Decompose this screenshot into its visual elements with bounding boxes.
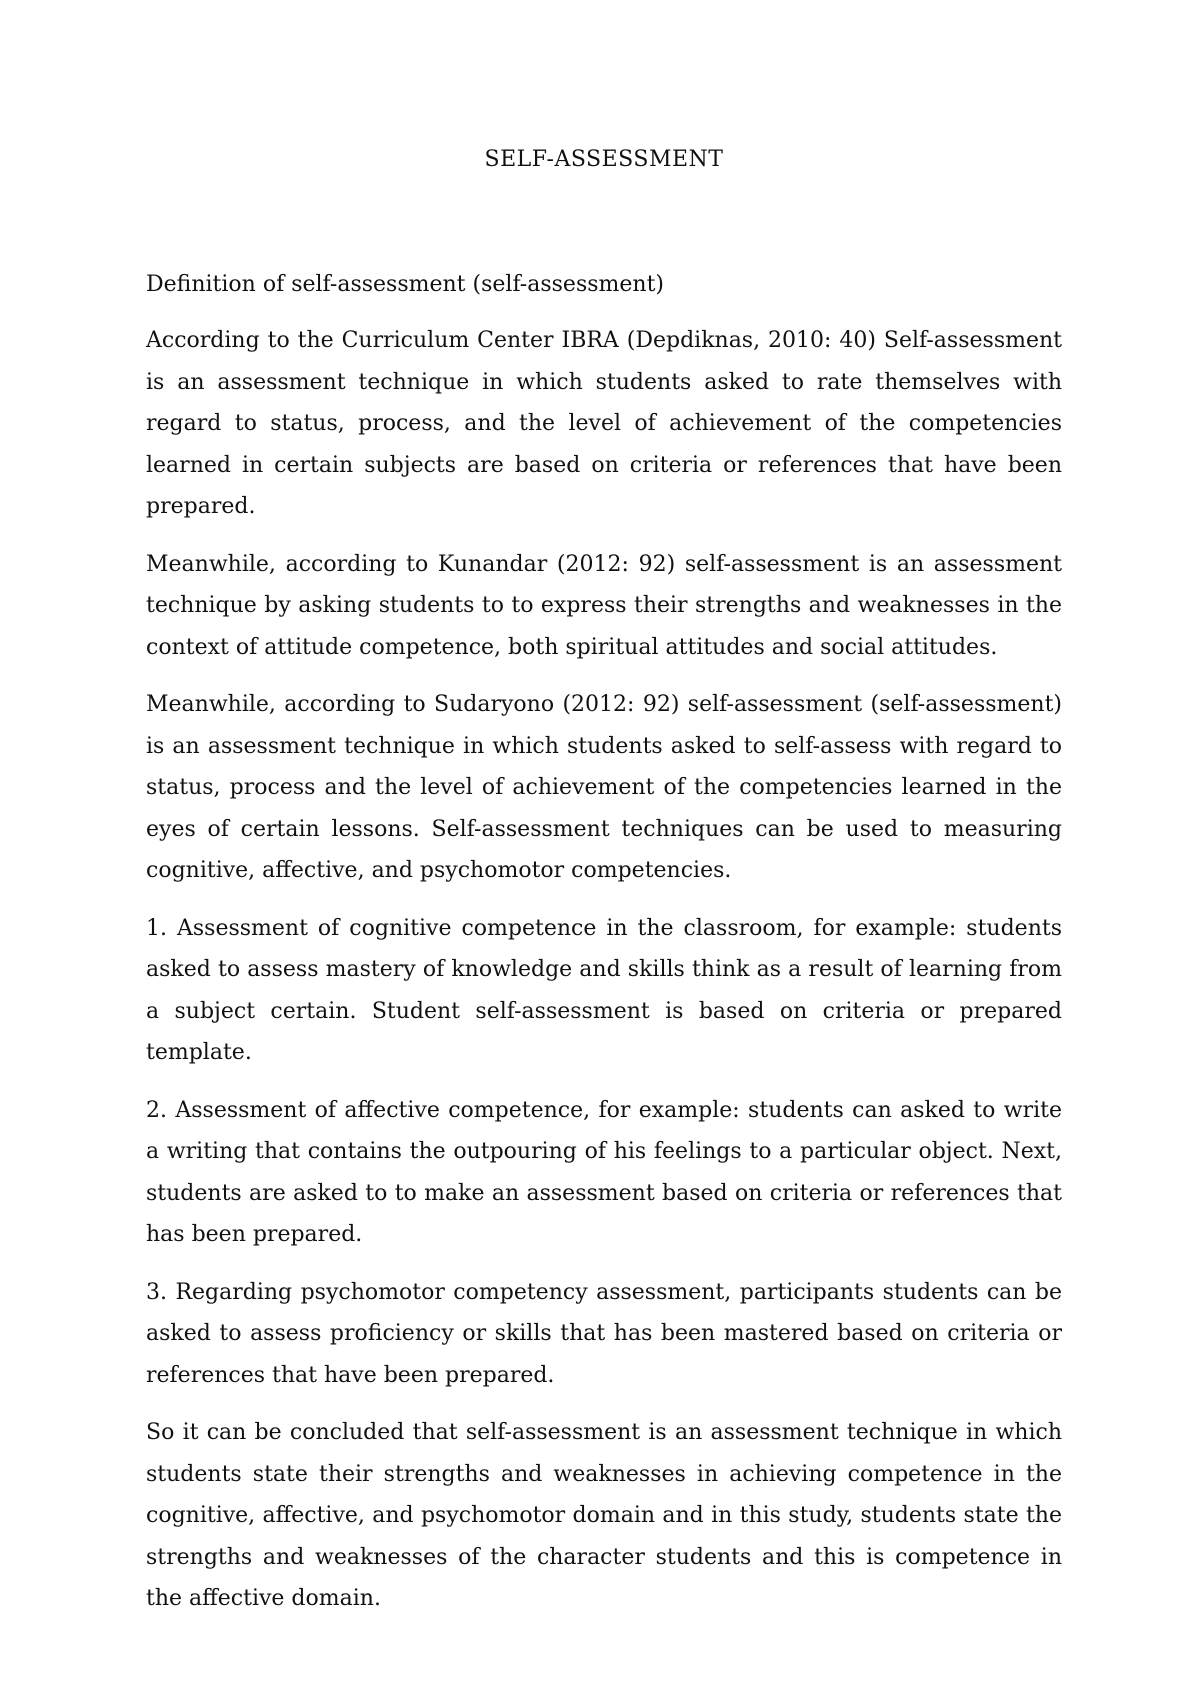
list-item-cognitive: 1. Assessment of cognitive competence in the classroom, for example: students asked to assess mastery of knowledge and skills think as a result of learning from a subject certain. Student self-assessment is based on criteria or prepared template. — [146, 915, 1062, 1065]
paragraph-kunandar: Meanwhile, according to Kunandar (2012: 92) self-assessment is an assessment technique by asking students to to express their strengths and weaknesses in the context of attitude competence, both spiritual attitudes and social attitudes. — [146, 551, 1062, 660]
list-item-affective: 2. Assessment of affective competence, for example: students can asked to write a writing that contains the outpouring of his feelings to a particular object. Next, students are asked to to make an assessment based on criteria or references that has been prepared. — [146, 1097, 1062, 1247]
paragraph-conclusion: So it can be concluded that self-assessment is an assessment technique in which students state their strengths and weaknesses in achieving competence in the cognitive, affective, and psychomotor domain and in this study, students state the strengths and weaknesses of the character students and this is competence in the affective domain. — [146, 1420, 1062, 1611]
section-heading: Definition of self-assessment (self-assessment) — [146, 272, 665, 297]
list-item-psychomotor: 3. Regarding psychomotor competency assessment, participants students can be asked to assess proficiency or skills that has been mastered based on criteria or references that have been prepared. — [146, 1279, 1062, 1388]
paragraph-curriculum-center: According to the Curriculum Center IBRA (Depdiknas, 2010: 40) Self-assessment is an assessment technique in which students asked to rate themselves with regard to status, process, and the level of achievement of the competencies learned in certain subjects are based on criteria or references that have been prepared. — [146, 328, 1062, 519]
paragraph-sudaryono: Meanwhile, according to Sudaryono (2012: 92) self-assessment (self-assessment) is an assessment technique in which students asked to self-assess with regard to status, process and the level of achievement of the competencies learned in the eyes of certain lessons. Self-assessment techniques can be used to measuring cognitive, affective, and psychomotor competencies. — [146, 692, 1062, 883]
page-title: SELF-ASSESSMENT — [484, 147, 724, 172]
document-body — [146, 138, 1062, 1636]
